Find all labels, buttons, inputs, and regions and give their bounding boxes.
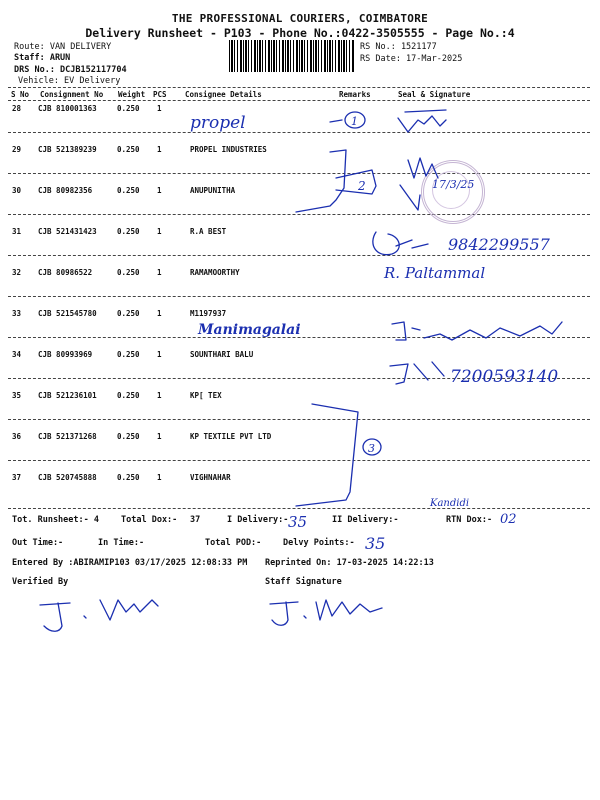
handwritten-name-row32: R. Paltammal — [384, 264, 486, 282]
row-consignment: CJB 521236101 — [38, 391, 97, 400]
row-divider — [8, 214, 590, 215]
row-divider — [8, 132, 590, 133]
row-consignment: CJB 521545780 — [38, 309, 97, 318]
barcode — [229, 40, 354, 72]
row-pcs: 1 — [157, 391, 162, 400]
row-consignee: SOUNTHARI BALU — [190, 350, 254, 359]
col-remarks: Remarks — [339, 90, 371, 99]
remark-one: 1 — [351, 115, 358, 128]
in-time-label: In Time:- — [98, 538, 145, 548]
bracket-group-1 — [296, 150, 346, 212]
row-consignee: VIGHNAHAR — [190, 473, 231, 482]
rtn-dox-value: 02 — [500, 512, 517, 527]
row-weight: 0.250 — [117, 227, 140, 236]
row-weight: 0.250 — [117, 309, 140, 318]
row-consignment: CJB 80982356 — [38, 186, 93, 195]
drs-label: DRS No.: DCJB152117704 — [14, 65, 127, 75]
staff-signature-label: Staff Signature — [265, 577, 342, 587]
row-weight: 0.250 — [117, 268, 140, 277]
remark-three: 3 — [368, 442, 375, 455]
row-divider — [8, 173, 590, 174]
row-sno: 32 — [12, 268, 22, 277]
row-consignment: CJB 810001363 — [38, 104, 97, 113]
reprinted-on: Reprinted On: 17-03-2025 14:22:13 — [265, 558, 434, 568]
rtn-dox-label: RTN Dox:- — [446, 515, 493, 525]
row-pcs: 1 — [157, 309, 162, 318]
stamp-date: 17/3/25 — [432, 178, 475, 191]
handwritten-name-propel: propel — [190, 113, 246, 133]
row-sno: 33 — [12, 309, 22, 318]
row-sno: 28 — [12, 104, 22, 113]
signature-row28 — [398, 110, 446, 132]
row-consignment: CJB 80993969 — [38, 350, 93, 359]
i-delivery-label: I Delivery:- — [227, 515, 289, 525]
rubber-stamp-inner — [432, 171, 470, 209]
company-title: THE PROFESSIONAL COURIERS, COIMBATORE — [171, 12, 429, 25]
row-sno: 36 — [12, 432, 22, 441]
row-sno: 37 — [12, 473, 22, 482]
row-sno: 30 — [12, 186, 22, 195]
col-consignee: Consignee Details — [185, 90, 262, 99]
verified-by-label: Verified By — [12, 577, 69, 587]
row-pcs: 1 — [157, 268, 162, 277]
tot-runsheet: Tot. Runsheet:- 4 — [12, 515, 99, 525]
out-time-label: Out Time:- — [12, 538, 64, 548]
row-divider — [8, 419, 590, 420]
rs-no-label: RS No.: 1521177 — [360, 42, 437, 52]
row-pcs: 1 — [157, 350, 162, 359]
delvy-points-label: Delvy Points:- — [283, 538, 355, 548]
staff-label: Staff: ARUN — [14, 53, 71, 63]
row-divider — [8, 255, 590, 256]
row-consignment: CJB 521371268 — [38, 432, 97, 441]
row-consignment: CJB 521431423 — [38, 227, 97, 236]
signature-row34 — [390, 362, 444, 384]
total-pod-label: Total POD:- — [205, 538, 262, 548]
row-pcs: 1 — [157, 186, 162, 195]
col-sno: S No — [11, 90, 30, 99]
remark-two: 2 — [358, 179, 366, 193]
staff-signature — [270, 600, 382, 625]
row-sno: 35 — [12, 391, 22, 400]
col-pcs: PCS — [153, 90, 167, 99]
handwritten-note: Kandidi — [430, 498, 470, 509]
row-consignee: PROPEL INDUSTRIES — [190, 145, 267, 154]
entered-by: Entered By :ABIRAMIP103 03/17/2025 12:08:33 PM — [12, 558, 248, 568]
remark-circle — [345, 112, 365, 128]
row-consignee: KP TEXTILE PVT LTD — [190, 432, 272, 441]
row-divider — [8, 296, 590, 297]
row-sno: 31 — [12, 227, 22, 236]
handwritten-phone-row31: 9842299557 — [448, 235, 550, 254]
total-dox-value: 37 — [190, 515, 201, 525]
row-pcs: 1 — [157, 145, 162, 154]
row-divider — [8, 378, 590, 379]
row-pcs: 1 — [157, 473, 162, 482]
divider — [8, 100, 590, 101]
col-consignment: Consignment No — [40, 90, 104, 99]
row-weight: 0.250 — [117, 391, 140, 400]
rs-date-label: RS Date: 17-Mar-2025 — [360, 54, 463, 64]
row-divider — [8, 337, 590, 338]
row-weight: 0.250 — [117, 104, 140, 113]
row-consignee: KP[ TEX — [190, 391, 222, 400]
runsheet-title: Delivery Runsheet - P103 - Phone No.:0422-3505555 - Page No.:4 — [85, 26, 515, 40]
route-label: Route: VAN DELIVERY — [14, 42, 112, 52]
row-consignment: CJB 521389239 — [38, 145, 97, 154]
row-consignee: RAMAMOORTHY — [190, 268, 240, 277]
row-divider — [8, 460, 590, 461]
row-pcs: 1 — [157, 432, 162, 441]
row-consignment: CJB 520745888 — [38, 473, 97, 482]
ii-delivery-label: II Delivery:- — [332, 515, 399, 525]
handwritten-name-row33: Manimagalai — [198, 322, 301, 338]
row-consignee: M1197937 — [190, 309, 227, 318]
total-dox-label: Total Dox:- — [121, 515, 178, 525]
row-consignment: CJB 80986522 — [38, 268, 93, 277]
row-weight: 0.250 — [117, 350, 140, 359]
col-seal-signature: Seal & Signature — [398, 90, 471, 99]
delvy-points-value: 35 — [365, 534, 386, 553]
signature-row31 — [373, 232, 428, 255]
verified-signature — [40, 600, 158, 631]
row-pcs: 1 — [157, 227, 162, 236]
row-sno: 34 — [12, 350, 22, 359]
row-pcs: 1 — [157, 104, 162, 113]
divider — [8, 87, 590, 88]
col-weight: Weight — [118, 90, 146, 99]
row-weight: 0.250 — [117, 473, 140, 482]
row-weight: 0.250 — [117, 145, 140, 154]
row-consignee: R.A BEST — [190, 227, 227, 236]
row-consignee: ANUPUNITHA — [190, 186, 236, 195]
row-sno: 29 — [12, 145, 22, 154]
row-weight: 0.250 — [117, 186, 140, 195]
row-weight: 0.250 — [117, 432, 140, 441]
handwritten-phone-row34: 7200593140 — [450, 367, 559, 387]
i-delivery-value: 35 — [288, 513, 308, 531]
remark-dash — [330, 120, 342, 122]
divider — [8, 508, 590, 509]
remark-circle-3 — [363, 439, 381, 455]
vehicle-label: Vehicle: EV Delivery — [18, 76, 121, 86]
